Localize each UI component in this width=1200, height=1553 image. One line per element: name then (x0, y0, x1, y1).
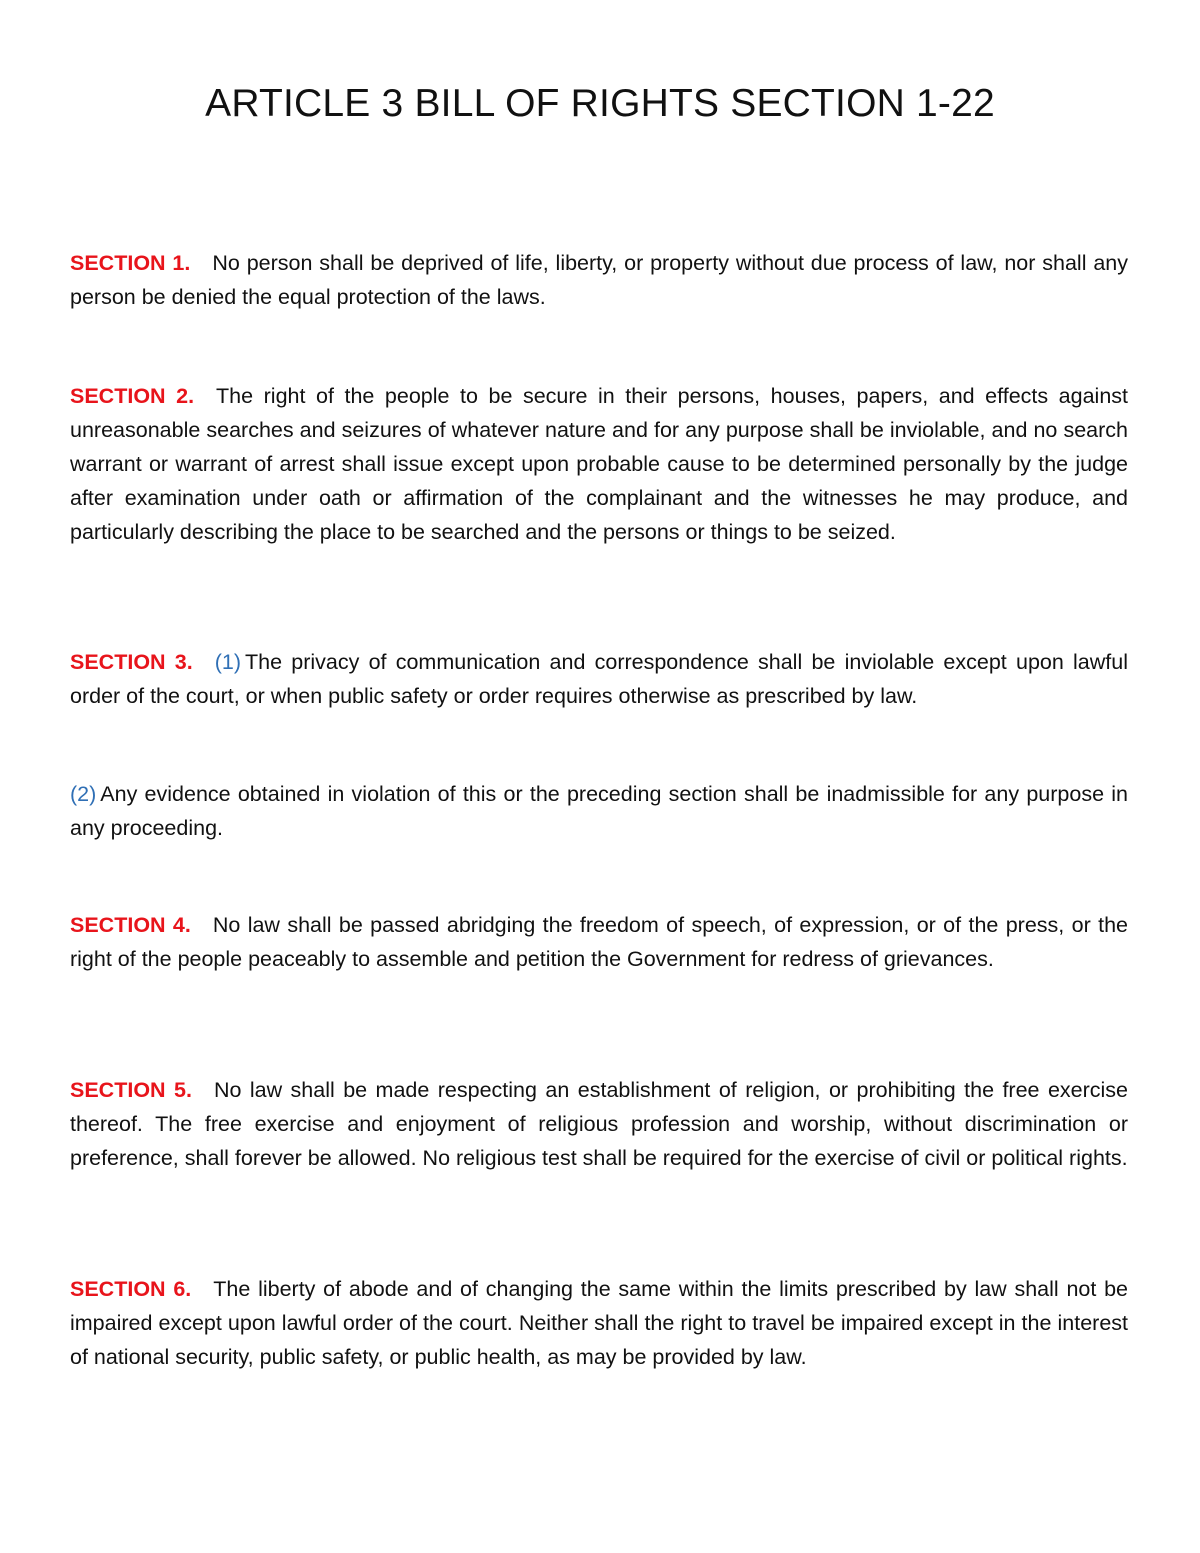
section-6-paragraph (70, 1272, 1128, 1374)
section-2-text: The right of the people to be secure in their persons, houses, papers, and effects against unreasonable searches and seizures of whatever nature and for any purpose shall be inviolable, and no search warrant or warrant of arrest shall issue except upon probable cause to be determined personally by the judge after examination under oath or affirmation of the complainant and the witnesses he may produce, and particularly describing the place to be searched and the persons or things to be seized. (70, 384, 1128, 544)
section-3-text-2: Any evidence obtained in violation of this or the preceding section shall be inadmissible for any purpose in any proceeding. (70, 782, 1128, 840)
section-3-text-1: The privacy of communication and correspondence shall be inviolable except upon lawful order of the court, or when public safety or order requires otherwise as prescribed by law. (70, 650, 1128, 708)
section-3-sub-2-paragraph (70, 777, 1128, 845)
section-3-subnumber-2: (2) (70, 782, 97, 806)
section-5-paragraph (70, 1073, 1128, 1175)
section-1-text: No person shall be deprived of life, liberty, or property without due process of law, nor shall any person be denied the equal protection of the laws. (70, 251, 1128, 309)
section-4-label: SECTION 4. (70, 913, 191, 937)
section-1-paragraph (70, 246, 1128, 314)
section-2-label: SECTION 2. (70, 384, 195, 408)
section-3-subnumber-1: (1) (214, 650, 241, 674)
section-4-paragraph (70, 908, 1128, 976)
section-6-label: SECTION 6. (70, 1277, 192, 1301)
section-5-label: SECTION 5. (70, 1078, 192, 1102)
section-4-text: No law shall be passed abridging the freedom of speech, of expression, or of the press, or the right of the people peaceably to assemble and petition the Government for redress of grievances. (70, 913, 1128, 971)
document-title: ARTICLE 3 BILL OF RIGHTS SECTION 1-22 (205, 82, 995, 125)
section-2-paragraph (70, 379, 1128, 549)
section-3-paragraph (70, 645, 1128, 713)
section-1-label: SECTION 1. (70, 251, 191, 275)
section-6-text: The liberty of abode and of changing the same within the limits prescribed by law shall not be impaired except upon lawful order of the court. Neither shall the right to travel be impaired except in the interest of national security, public safety, or public health, as may be provided by law. (70, 1277, 1129, 1369)
section-3-label: SECTION 3. (70, 650, 193, 674)
section-5-text: No law shall be made respecting an establishment of religion, or prohibiting the free exercise thereof. The free exercise and enjoyment of religious profession and worship, without discrimination or preference, shall forever be allowed. No religious test shall be required for the exercise of civil or political rights. (70, 1078, 1129, 1170)
